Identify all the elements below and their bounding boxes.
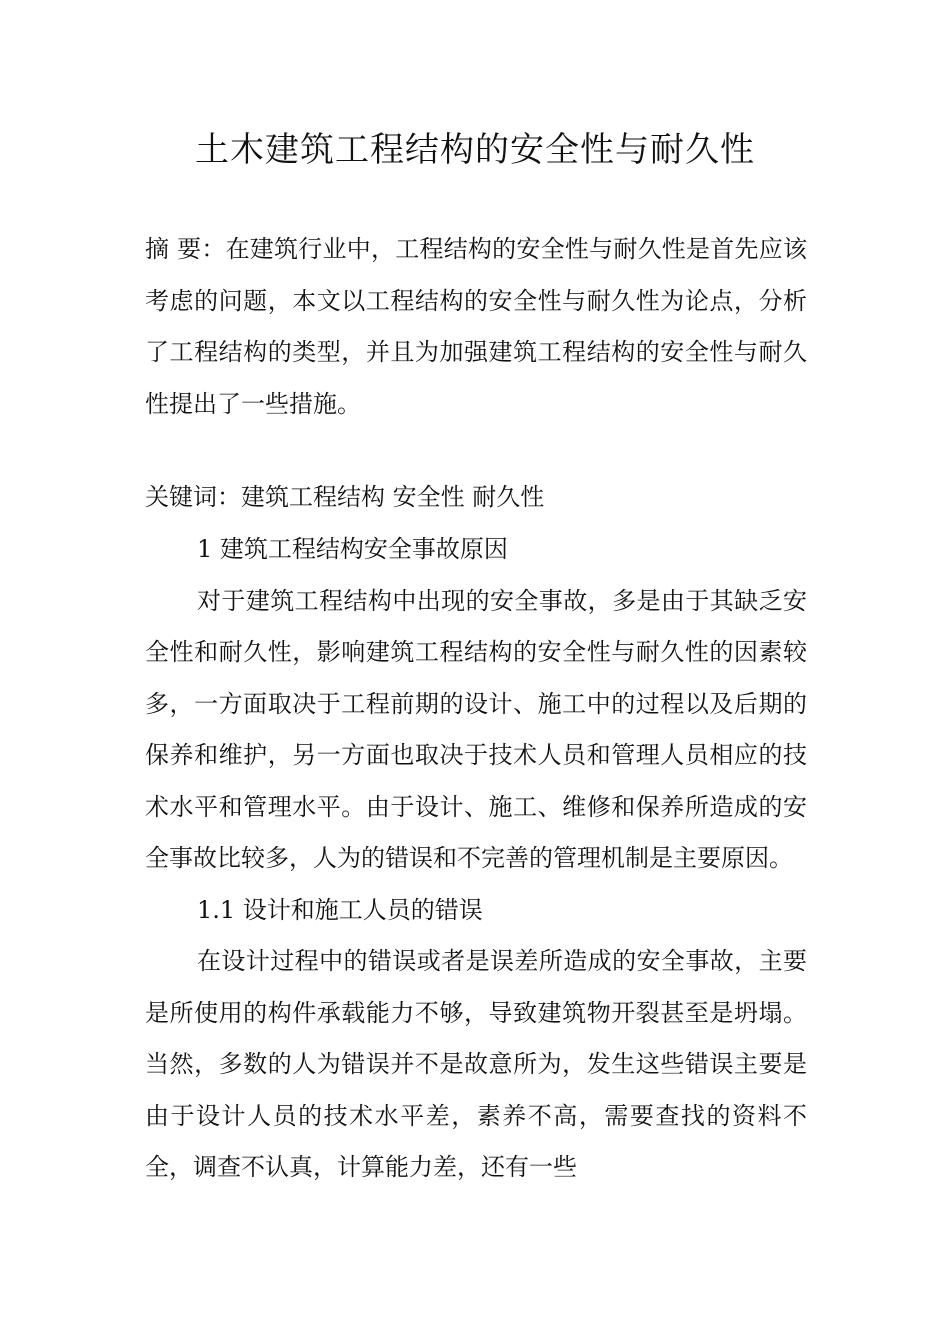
section-heading-1: 1 建筑工程结构安全事故原因 [197, 535, 508, 563]
section-heading-1-1: 1.1 设计和施工人员的错误 [197, 895, 483, 924]
abstract-text: 摘 要：在建筑行业中，工程结构的安全性与耐久性是首先应该考虑的问题，本文以工程结构的安全性与耐久性为论点，分析了工程结构的类型，并且为加强建筑工程结构的安全性与耐久性提出了一些措施。 [145, 235, 807, 418]
document-title: 土木建筑工程结构的安全性与耐久性 [195, 130, 755, 170]
keywords-line: 关键词：建筑工程结构 安全性 耐久性 [145, 483, 545, 511]
section-1-paragraph: 对于建筑工程结构中出现的安全事故，多是由于其缺乏安全性和耐久性，影响建筑工程结构的安全性与耐久性的因素较多，一方面取决于工程前期的设计、施工中的过程以及后期的保养和维护，另一方面也取决于技术人员和管理人员相应的技术水平和管理水平。由于设计、施工、维修和保养所造成的安全事故比较多，人为的错误和不完善的管理机制是主要原因。 [145, 586, 807, 872]
section-1-1-paragraph: 在设计过程中的错误或者是误差所造成的安全事故，主要是所使用的构件承载能力不够，导致建筑物开裂甚至是坍塌。当然，多数的人为错误并不是故意所为，发生这些错误主要是由于设计人员的技术水平差，素养不高，需要查找的资料不全，调查不认真，计算能力差，还有一些 [145, 947, 807, 1181]
document-body [145, 524, 807, 1194]
abstract-paragraph [145, 224, 807, 430]
